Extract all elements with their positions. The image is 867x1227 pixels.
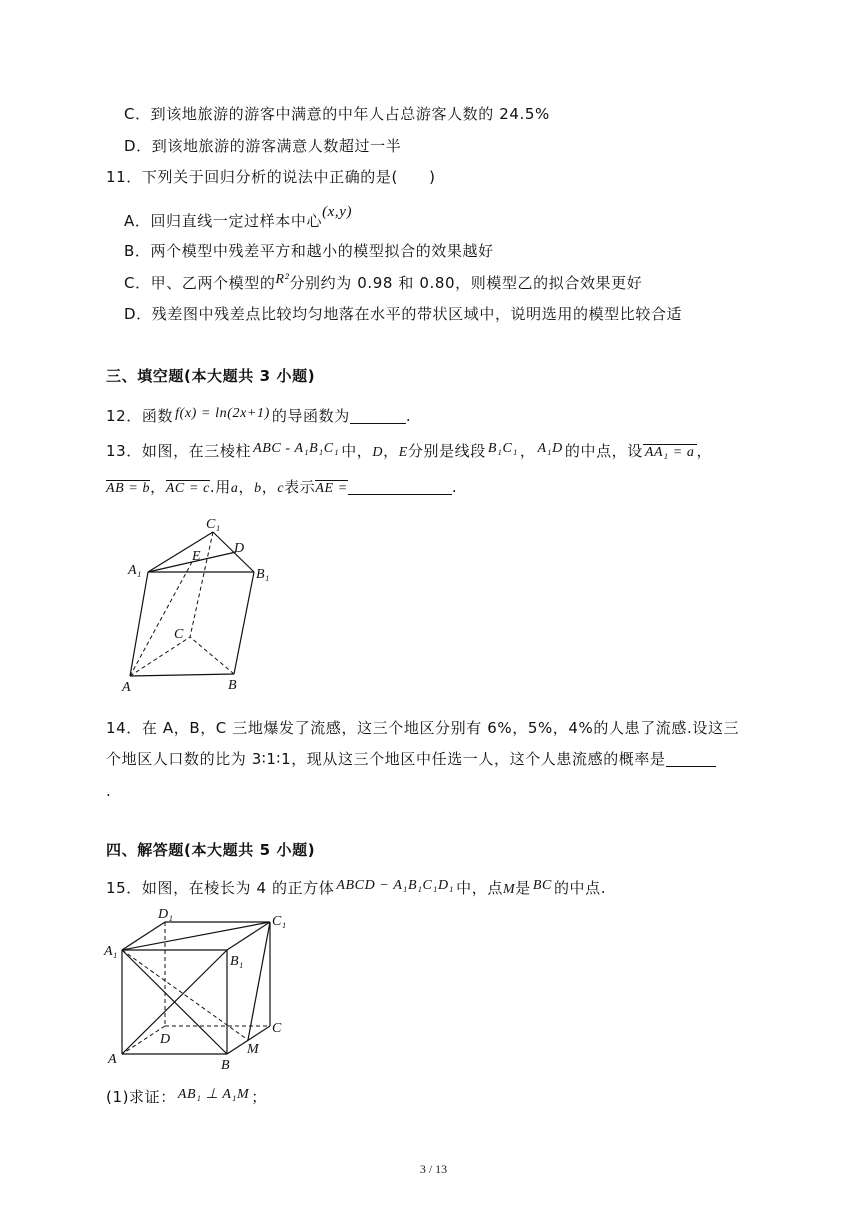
q13-sep: ，	[383, 442, 399, 460]
q13-sep2: ，	[519, 442, 536, 460]
label-b1: B₁	[256, 567, 270, 582]
label-c1-cube: C₁	[272, 914, 287, 929]
label-b: B	[228, 678, 237, 693]
q13-line-2	[106, 476, 457, 500]
q13-comma-3: ，	[238, 478, 255, 496]
section-3-heading: 三、填空题(本大题共 3 小题)	[106, 367, 316, 385]
q15-part-1-pre: (1)求证：	[106, 1088, 176, 1106]
q11-option-a	[124, 204, 353, 233]
q13-b: b	[254, 481, 262, 496]
cube-edges	[122, 922, 270, 1054]
label-e: E	[192, 549, 201, 564]
q14-line-2-text: 个地区人口数的比为 3∶1∶1，现从这三个地区中任选一人，这个人患流感的概率是	[106, 750, 666, 768]
label-d: D	[234, 541, 245, 556]
q11-option-b: B．两个模型中残差平方和越小的模型拟合的效果越好	[124, 242, 494, 260]
label-a-cube: A	[108, 1052, 117, 1067]
q14-line-3: .	[106, 782, 112, 800]
q15-post: 的中点.	[553, 879, 607, 897]
q15-part-1	[106, 1086, 267, 1110]
q12-post: 的导函数为	[271, 407, 350, 425]
q13-answer-blank	[348, 479, 452, 495]
q13-comma-4: ，	[261, 478, 278, 496]
cube-hidden-edges	[122, 922, 270, 1054]
label-a: A	[122, 680, 131, 695]
label-b1-cube: B₁	[230, 954, 244, 969]
label-d1: D₁	[158, 907, 173, 922]
q11-option-a-text: A．回归直线一定过样本中心	[124, 212, 323, 230]
q14-line-1: 14．在 A，B，C 三地爆发了流感，这三个地区分别有 6%，5%，4%的人患了流感.设这三	[106, 719, 740, 737]
page-number: 3 / 13	[419, 1162, 448, 1176]
label-b-cube: B	[221, 1058, 230, 1073]
q13-comma-2: ，	[150, 478, 166, 496]
q10-option-d: D．到该地旅游的游客满意人数超过一半	[124, 137, 402, 155]
q11-option-d: D．残差图中残差点比较均匀地落在水平的带状区域中，说明选用的模型比较合适	[124, 305, 683, 323]
q12-end: .	[405, 407, 412, 425]
q15-mid2: 是	[515, 879, 531, 897]
q13-pre: 13．如图，在三棱柱	[106, 442, 252, 460]
q12-answer-blank	[350, 408, 406, 424]
q13-mid1: 中，	[341, 442, 373, 460]
label-d-cube: D	[160, 1032, 171, 1047]
label-c-cube: C	[272, 1021, 282, 1036]
q12-pre: 12．函数	[106, 407, 174, 425]
q15-cube: ABCD − A₁B₁C₁D₁	[336, 878, 455, 893]
q13-prism: ABC - A₁B₁C₁	[253, 441, 340, 456]
q11-option-c-post: 分别约为 0.98 和 0.80，则模型乙的拟合效果更好	[289, 274, 643, 292]
q15-mid: 中，点	[456, 879, 503, 897]
q13-seg-b1c1: B₁C₁	[487, 441, 518, 456]
label-a1: A₁	[128, 563, 142, 578]
q13-line-1	[106, 440, 712, 464]
q13-express: 表示	[284, 478, 316, 496]
prism-figure	[118, 512, 288, 697]
q15-part-1-math: AB₁ ⊥ A₁M	[177, 1087, 250, 1102]
label-c1: C₁	[206, 517, 221, 532]
q10-option-c: C．到该地旅游的游客中满意的中年人占总游客人数的 24.5%	[124, 105, 550, 123]
q13-vector-ae: AE =	[315, 481, 348, 496]
q15-stem	[106, 877, 606, 901]
label-a1-cube: A₁	[104, 944, 118, 959]
q13-vector-ac: AC = c	[165, 481, 210, 496]
q13-use: .用	[209, 478, 231, 496]
label-m-cube: M	[247, 1042, 259, 1057]
q11-option-c	[124, 272, 642, 296]
q13-mid3: 的中点，设	[564, 442, 643, 460]
q14-answer-blank	[666, 751, 716, 767]
q13-point-e: E	[398, 445, 408, 460]
q13-point-d: D	[372, 445, 384, 460]
q12-math: f(x) = ln(2x+1)	[175, 406, 270, 421]
q14-line-2	[106, 748, 716, 770]
q13-vector-ab: AB = b	[106, 481, 151, 496]
cube-figure	[100, 903, 300, 1075]
q13-mid2: 分别是线段	[407, 442, 486, 460]
q15-pre: 15．如图，在棱长为 4 的正方体	[106, 879, 335, 897]
q11-option-c-math: R²	[275, 272, 290, 287]
q13-a: a	[230, 481, 239, 496]
q13-vector-aa1: AA₁ = a	[644, 445, 695, 460]
q13-comma: ，	[696, 442, 713, 460]
label-c: C	[174, 627, 184, 642]
prism-hidden-edges	[130, 532, 234, 676]
section-4-heading: 四、解答题(本大题共 5 小题)	[106, 841, 316, 859]
q11-stem: 11．下列关于回归分析的说法中正确的是( )	[106, 168, 436, 186]
q15-bc: BC	[532, 878, 552, 893]
q13-seg-a1d: A₁D	[537, 441, 563, 456]
q11-option-a-math: (x,y)	[322, 204, 353, 220]
q13-end: .	[451, 478, 458, 496]
q11-option-c-pre: C．甲、乙两个模型的	[124, 274, 276, 292]
q13-c: c	[277, 481, 285, 496]
q15-part-1-post: ；	[251, 1088, 267, 1106]
q15-point-m: M	[502, 882, 516, 897]
q12	[106, 405, 411, 429]
